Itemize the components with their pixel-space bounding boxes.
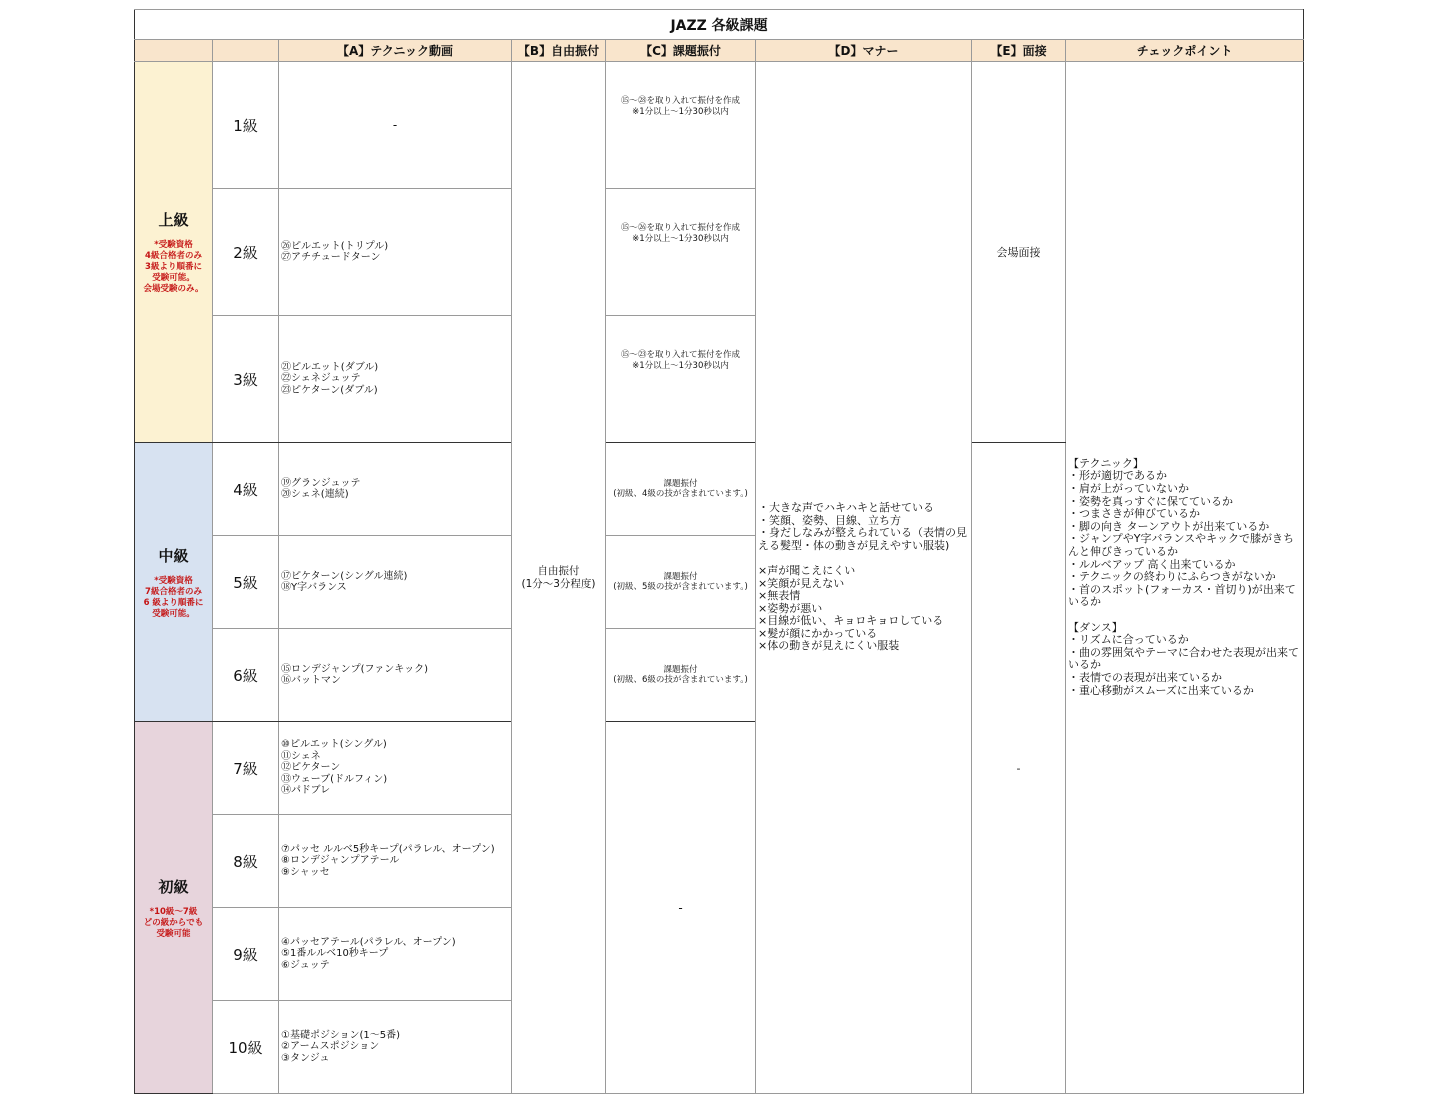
choreo-cell: 課題振付 (初級、5級の技が含まれています。): [606, 536, 756, 629]
page-title: JAZZ 各級課題: [135, 10, 1304, 40]
group-lower-name: 初級: [158, 877, 189, 896]
grade-label: 9級: [213, 908, 279, 1001]
header-group: [135, 40, 213, 62]
interview-upper-cell: 会場面接: [972, 62, 1066, 443]
technique-cell: ①基礎ポジション(1～5番) ②アームスポジション ③タンジュ: [279, 1001, 512, 1094]
header-technique: 【A】テクニック動画: [279, 40, 512, 62]
header-assigned-choreo: 【C】課題振付: [606, 40, 756, 62]
free-choreo-cell: 自由振付 (1分～3分程度): [512, 62, 606, 1094]
technique-cell: ⑲グランジュッテ ⑳シェネ(連続): [279, 443, 512, 536]
technique-cell: ⑩ピルエット(シングル) ⑪シェネ ⑫ピケターン ⑬ウェーブ(ドルフィン) ⑭パドブレ: [279, 722, 512, 815]
group-middle-name: 中級: [158, 546, 189, 565]
grade-label: 1級: [213, 62, 279, 189]
interview-lower-cell: -: [972, 443, 1066, 1094]
technique-cell: ㉖ピルエット(トリプル) ㉗アチチュードターン: [279, 189, 512, 316]
group-upper: [135, 62, 213, 443]
grade-label: 10級: [213, 1001, 279, 1094]
grade-label: 6級: [213, 629, 279, 722]
choreo-cell: ⑮～㉘を取り入れて振付を作成 ※1分以上～1分30秒以内: [606, 62, 756, 189]
header-grade: [213, 40, 279, 62]
grade-label: 5級: [213, 536, 279, 629]
technique-cell: -: [279, 62, 512, 189]
choreo-cell: ⑮～㉖を取り入れて振付を作成 ※1分以上～1分30秒以内: [606, 189, 756, 316]
header-manner: 【D】マナー: [756, 40, 972, 62]
checkpoints-cell: 【テクニック】 ・形が適切であるか ・肩が上がっていないか ・姿勢を真っすぐに保てているか ・つまさきが伸びているか ・脚の向き ターンアウトが出来ているか ・ジャンプやY字バランスやキックで膝がきちんと伸びきっているか ・ルルベアップ 高く出来ているか ・テクニックの終わりにふらつきがないか ・首のスポット(フォーカス・首切り)が出来ているか 【ダンス】 ・リズムに合っているか ・曲の雰囲気やテーマに合わせた表現が出来ているか ・表情での表現が出来ているか ・重心移動がスムーズに出来ているか: [1066, 62, 1304, 1094]
group-lower: [135, 722, 213, 1094]
grade-label: 7級: [213, 722, 279, 815]
grade-label: 4級: [213, 443, 279, 536]
group-lower-note: *10級～7級 どの級からでも 受験可能: [143, 906, 204, 939]
grade-label: 8級: [213, 815, 279, 908]
choreo-cell: 課題振付 (初級、6級の技が含まれています。): [606, 629, 756, 722]
technique-cell: ④パッセアテール(パラレル、オープン) ⑤1番ルルベ10秒キープ ⑥ジュッテ: [279, 908, 512, 1001]
choreo-cell: ⑮～㉓を取り入れて振付を作成 ※1分以上～1分30秒以内: [606, 316, 756, 443]
group-upper-name: 上級: [158, 211, 189, 229]
group-upper-note: *受験資格 4級合格者のみ 3級より順番に 受験可能。 会場受験のみ。: [143, 240, 204, 294]
technique-cell: ⑰ピケターン(シングル連続) ⑱Y字バランス: [279, 536, 512, 629]
group-middle-note: *受験資格 7級合格者のみ 6 級より順番に 受験可能。: [143, 575, 204, 619]
header-checkpoints: チェックポイント: [1066, 40, 1304, 62]
group-middle: [135, 443, 213, 722]
choreo-lower-cell: -: [606, 722, 756, 1094]
header-interview: 【E】面接: [972, 40, 1066, 62]
grade-label: 3級: [213, 316, 279, 443]
grade-label: 2級: [213, 189, 279, 316]
technique-cell: ⑦パッセ ルルベ5秒キープ(パラレル、オープン) ⑧ロンデジャンプアテール ⑨シャッセ: [279, 815, 512, 908]
jazz-grade-table: [134, 9, 1304, 1094]
manner-cell: ・大きな声でハキハキと話せている ・笑顔、姿勢、目線、立ち方 ・身だしなみが整えられている（表情の見える髪型・体の動きが見えやすい服装) ×声が聞こえにくい ×笑顔が見えない ×無表情 ×姿勢が悪い ×目線が低い、キョロキョロしている ×髪が顔にかかっている ×体の動きが見えにくい服装: [756, 62, 972, 1094]
technique-cell: ⑮ロンデジャンプ(ファンキック) ⑯バットマン: [279, 629, 512, 722]
choreo-cell: 課題振付 (初級、4級の技が含まれています。): [606, 443, 756, 536]
technique-cell: ㉑ピルエット(ダブル) ㉒シェネジュッテ ㉓ピケターン(ダブル): [279, 316, 512, 443]
header-free-choreo: 【B】自由振付: [512, 40, 606, 62]
